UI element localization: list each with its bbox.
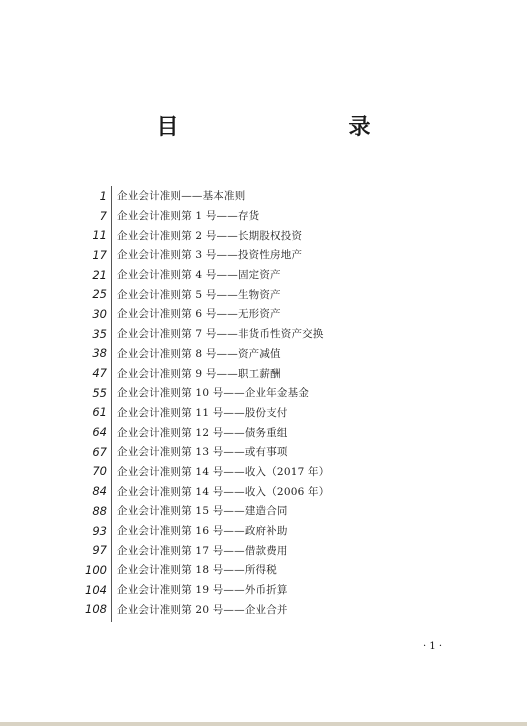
toc-page-number: 104 [85,582,107,597]
page-number: · 1 · [423,641,443,652]
toc-page-number: 93 [92,523,107,538]
toc-entry[interactable] [84,521,384,541]
toc-page-number: 47 [92,366,107,381]
toc-entry[interactable] [84,284,384,304]
toc-page-number: 97 [92,543,107,558]
toc-page-number: 7 [99,208,107,223]
page-title: 目 录 [156,115,413,140]
toc-entry-title: 企业会计准则——基本准则 [117,190,246,203]
toc-entry-title: 企业会计准则第 20 号——企业合并 [117,603,288,616]
toc-entry-title: 企业会计准则第 17 号——借款费用 [117,544,288,557]
toc-page-number: 64 [92,425,107,440]
toc-entry-title: 企业会计准则第 7 号——非货币性资产交换 [117,328,324,341]
toc-entry[interactable] [84,363,384,383]
toc-entry-title: 企业会计准则第 8 号——资产减值 [117,347,281,360]
toc-page-number: 108 [85,602,107,617]
toc-page-number: 21 [92,267,107,282]
toc-entry-title: 企业会计准则第 10 号——企业年金基金 [117,387,310,400]
toc-entry-title: 企业会计准则第 11 号——股份支付 [117,406,288,419]
toc-page-number: 88 [92,503,107,518]
toc-entry-title: 企业会计准则第 16 号——政府补助 [117,525,288,538]
toc-entry[interactable] [84,599,384,619]
toc-entry[interactable] [84,344,384,364]
toc-entry[interactable] [84,501,384,521]
toc-entry[interactable] [84,560,384,580]
toc-entry[interactable] [84,540,384,560]
toc-page-number: 11 [92,228,107,243]
toc-entry[interactable] [84,304,384,324]
toc-page-number: 30 [92,306,107,321]
toc-entry[interactable] [84,422,384,442]
toc-page-number: 35 [92,326,107,341]
page-bottom-edge [0,722,527,726]
toc-page-number: 17 [92,247,107,262]
toc-entry-title: 企业会计准则第 13 号——或有事项 [117,446,288,459]
toc-entry-title: 企业会计准则第 18 号——所得税 [117,564,277,577]
toc-entry[interactable] [84,206,384,226]
toc-page-number: 25 [92,287,107,302]
toc-entry-title: 企业会计准则第 9 号——职工薪酬 [117,367,281,380]
toc-page-number: 100 [85,562,107,577]
toc-entry[interactable] [84,442,384,462]
toc-entry[interactable] [84,245,384,265]
toc-entry-title: 企业会计准则第 15 号——建造合同 [117,505,288,518]
toc-entry[interactable] [84,481,384,501]
toc-entry-title: 企业会计准则第 6 号——无形资产 [117,308,281,321]
toc-page-number: 67 [92,444,107,459]
toc-entry[interactable] [84,324,384,344]
toc-entry-title: 企业会计准则第 3 号——投资性房地产 [117,249,303,262]
toc-page-number: 1 [99,188,107,203]
toc-entry-title: 企业会计准则第 14 号——收入（2006 年） [117,485,330,498]
toc-entry[interactable] [84,186,384,206]
toc-page-number: 61 [92,405,107,420]
toc-entry[interactable] [84,403,384,423]
toc-page-number: 55 [92,385,107,400]
toc-entry-title: 企业会计准则第 12 号——债务重组 [117,426,288,439]
toc-page-number: 70 [92,464,107,479]
toc-entry[interactable] [84,383,384,403]
toc-page-number: 84 [92,484,107,499]
toc-entry[interactable] [84,265,384,285]
toc-entry-title: 企业会计准则第 4 号——固定资产 [117,269,281,282]
toc-entry-title: 企业会计准则第 5 号——生物资产 [117,288,281,301]
toc-entry[interactable] [84,225,384,245]
toc-page-number: 38 [92,346,107,361]
table-of-contents [84,186,384,619]
toc-entry-title: 企业会计准则第 1 号——存货 [117,210,260,223]
toc-entry[interactable] [84,462,384,482]
toc-entry[interactable] [84,580,384,600]
toc-entry-title: 企业会计准则第 14 号——收入（2017 年） [117,465,330,478]
toc-entry-title: 企业会计准则第 19 号——外币折算 [117,584,288,597]
toc-entry-title: 企业会计准则第 2 号——长期股权投资 [117,229,303,242]
